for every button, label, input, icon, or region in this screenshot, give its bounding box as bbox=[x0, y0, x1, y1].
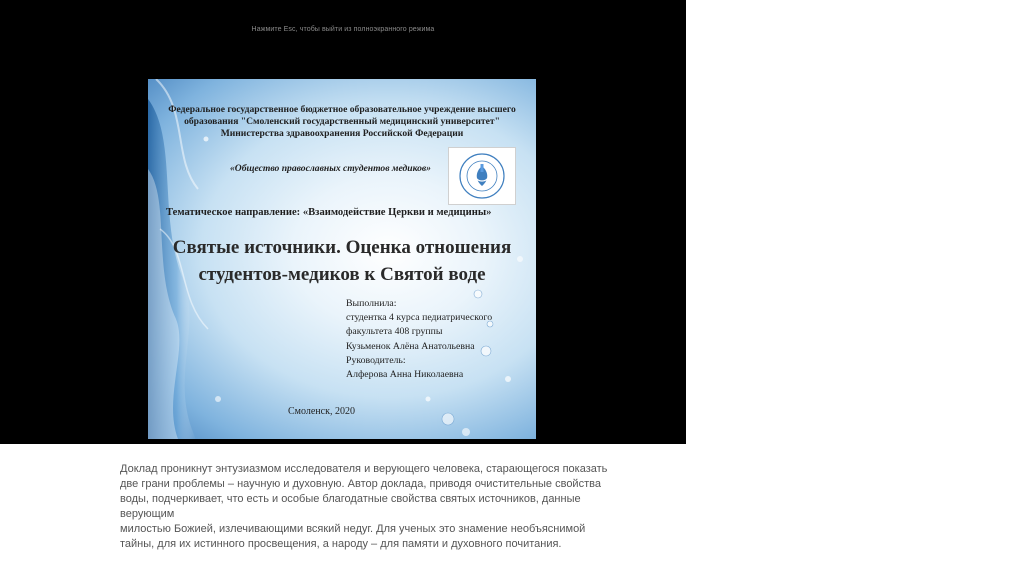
author-line-2: студентка 4 курса педиатрического bbox=[346, 312, 493, 324]
slide-title bbox=[148, 234, 536, 288]
university-header bbox=[148, 104, 536, 140]
slide-notes bbox=[120, 462, 620, 552]
thematic-direction: Тематическое направление: «Взаимодействие Церкви и медицины» bbox=[166, 207, 492, 218]
fullscreen-exit-hint: Нажмите Esc, чтобы выйти из полноэкранного режима bbox=[251, 26, 435, 33]
university-line-2: образования "Смоленский государственный медицинский университет" bbox=[184, 116, 500, 127]
university-line-1: Федеральное государственное бюджетное образовательное учреждение высшего bbox=[168, 104, 516, 115]
author-line-4: Кузьменок Алёна Анатольевна bbox=[346, 340, 475, 352]
notes-paragraph-2: милостью Божией, излечивающими всякий недуг. Для ученых это знамение необъяснимой тайны, для их истинного просвещения, а народу – для памяти и духовного почитания. bbox=[120, 523, 586, 550]
society-logo bbox=[448, 147, 516, 205]
notes-paragraph-1: Доклад проникнут энтузиазмом исследователя и верующего человека, старающегося показать две грани проблемы – научную и духовную. Автор доклада, приводя очистительные свойства воды, подчеркивает, что есть и особые благодатные свойства святых источников, данные верующим bbox=[120, 463, 608, 520]
presentation-slide[interactable] bbox=[148, 79, 536, 439]
society-emblem-icon bbox=[449, 148, 515, 204]
slide-title-line-1: Святые источники. Оценка отношения bbox=[172, 237, 512, 258]
author-block bbox=[346, 297, 492, 382]
slide-title-line-2: студентов-медиков к Святой воде bbox=[198, 264, 486, 285]
university-line-3: Министерства здравоохранения Российской Федерации bbox=[220, 128, 464, 139]
author-line-5: Руководитель: bbox=[346, 354, 406, 366]
author-line-6: Алферова Анна Николаевна bbox=[346, 369, 464, 381]
author-line-3: факультета 408 группы bbox=[346, 326, 443, 338]
society-name: «Общество православных студентов медиков» bbox=[230, 163, 431, 174]
city-year: Смоленск, 2020 bbox=[288, 406, 355, 417]
author-line-1: Выполнила: bbox=[346, 298, 397, 309]
